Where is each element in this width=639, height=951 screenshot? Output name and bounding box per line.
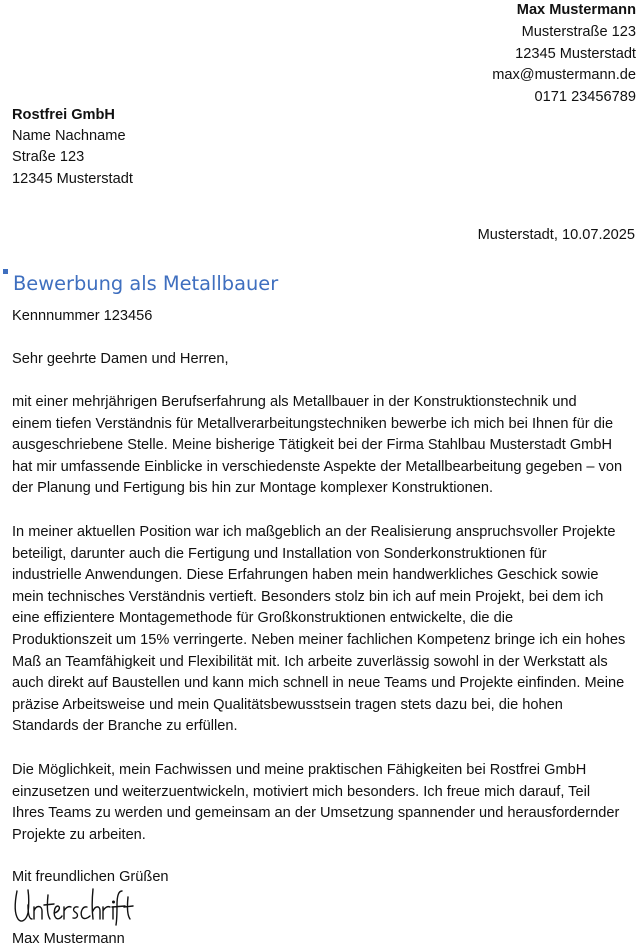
paragraph-line: Produktionszeit um 15% verringerte. Neben meiner fachlichen Kompetenz bringe ich ein hohes [12, 631, 626, 648]
paragraph-line: Standards der Branche zu erfüllen. [12, 718, 238, 735]
sender-city: 12345 Musterstadt [515, 45, 636, 62]
paragraph-line: Maß an Teamfähigkeit und Flexibilität mit. Ich arbeite zuverlässig sowohl in der Werkstatt als [12, 653, 608, 670]
reference-number: Kennnummer 123456 [12, 308, 153, 324]
signer-name: Max Mustermann [12, 931, 125, 947]
sender-email: max@mustermann.de [492, 67, 636, 84]
date-line: Musterstadt, 10.07.2025 [477, 227, 635, 243]
paragraph-line: einzusetzen und weiterzuentwickeln, motiviert mich besonders. Ich freue mich darauf, Teil [12, 783, 591, 800]
paragraph-line: mein technisches Verständnis vertieft. Besonders stolz bin ich auf mein Projekt, bei dem ich [12, 588, 604, 605]
heading-marker [3, 269, 8, 274]
handwritten-signature [12, 885, 134, 927]
paragraph-line: Die Möglichkeit, mein Fachwissen und meine praktischen Fähigkeiten bei Rostfrei GmbH [12, 762, 587, 778]
body-paragraph-1 [12, 392, 636, 500]
sender-phone: 0171 23456789 [534, 89, 636, 106]
recipient-address-block [12, 105, 133, 190]
paragraph-line: In meiner aktuellen Position war ich maßgeblich an der Realisierung anspruchsvoller Projekte [12, 524, 616, 540]
body-paragraph-2 [12, 522, 636, 738]
sender-street: Musterstraße 123 [521, 23, 636, 40]
paragraph-line: beteiligt, darunter auch die Fertigung und Installation von Sonderkonstruktionen für [12, 545, 547, 562]
paragraph-line: mit einer mehrjährigen Berufserfahrung als Metallbauer in der Konstruktionstechnik und [12, 394, 577, 410]
paragraph-line: Projekte zu arbeiten. [12, 826, 146, 843]
paragraph-line: industrielle Anwendungen. Diese Erfahrungen haben mein handwerkliches Geschick sowie [12, 567, 599, 584]
closing-phrase: Mit freundlichen Grüßen [12, 869, 169, 885]
recipient-street: Straße 123 [12, 149, 85, 166]
paragraph-line: hat mir umfassende Einblicke in verschiedenste Aspekte der Metallbearbeitung gegeben – von [12, 458, 623, 475]
paragraph-line: der Planung und Fertigung bis hin zur Montage komplexer Konstruktionen. [12, 480, 494, 497]
sender-name: Max Mustermann [516, 2, 636, 18]
recipient-city: 12345 Musterstadt [12, 170, 133, 187]
paragraph-line: eine effizientere Montagemethode für Großkonstruktionen entwickelte, die die [12, 610, 514, 627]
salutation: Sehr geehrte Damen und Herren, [12, 351, 229, 367]
paragraph-line: einem tiefen Verständnis für Metallverarbeitungstechniken bewerbe ich mich bei Ihnen für die [12, 415, 614, 432]
body-paragraph-3 [12, 760, 636, 846]
paragraph-line: Ihres Teams zu werden und gemeinsam an der Umsetzung spannender und herausfordernder [12, 805, 620, 822]
paragraph-line: präzise Arbeitsweise und mein Qualitätsbewusstsein tragen stets dazu bei, die hohen [12, 696, 563, 713]
paragraph-line: auch direkt auf Baustellen und kann mich schnell in neue Teams und Projekte einfinden. Meine [12, 675, 625, 692]
recipient-contact: Name Nachname [12, 128, 126, 145]
subject-heading: Bewerbung als Metallbauer [13, 272, 279, 295]
recipient-company: Rostfrei GmbH [12, 107, 115, 123]
sender-address-block [492, 0, 636, 109]
paragraph-line: ausgeschriebene Stelle. Meine bisherige Tätigkeit bei der Firma Stahlbau Musterstadt GmbH [12, 437, 612, 454]
